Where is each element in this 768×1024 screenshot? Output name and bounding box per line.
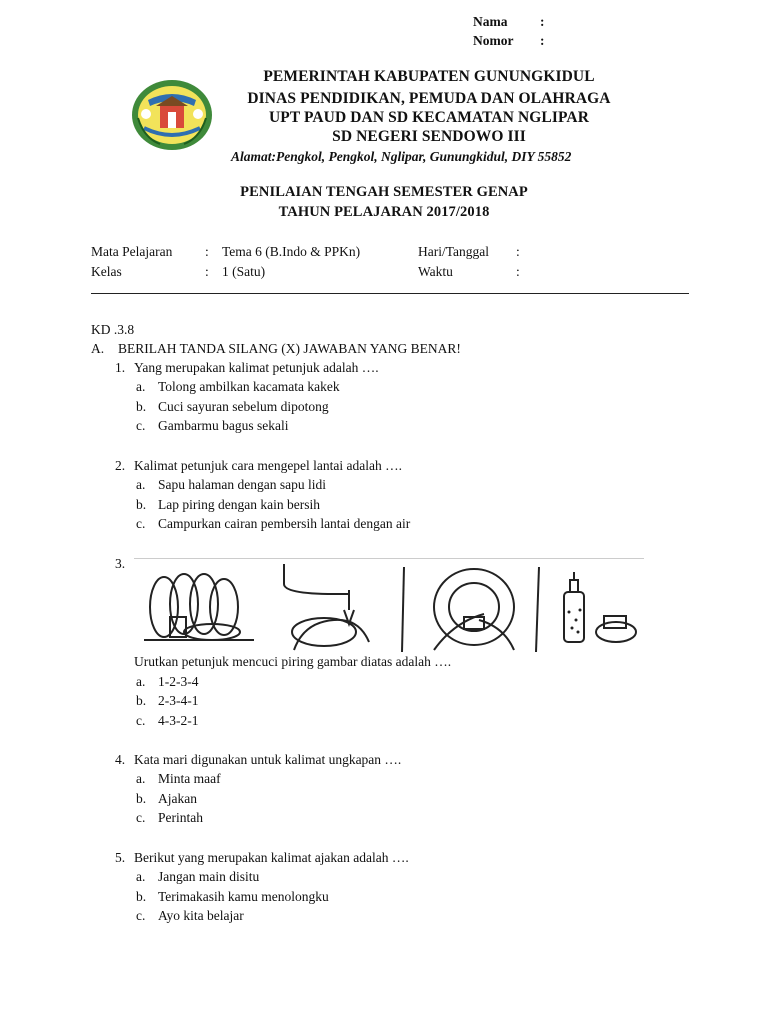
q3-option-c-text[interactable]: 4-3-2-1 — [158, 713, 199, 728]
q4-option-c-text[interactable]: Perintah — [158, 810, 203, 825]
q5-option-b-letter[interactable]: b. — [136, 889, 147, 904]
header-divider — [91, 293, 689, 294]
question-1-text: Yang merupakan kalimat petunjuk adalah …. — [134, 360, 379, 375]
q3-option-c-letter[interactable]: c. — [136, 713, 146, 728]
q3-option-a-letter[interactable]: a. — [136, 674, 146, 689]
q3-option-b-letter[interactable]: b. — [136, 693, 147, 708]
q1-option-b-letter[interactable]: b. — [136, 399, 147, 414]
question-3-number: 3. — [115, 556, 126, 571]
question-4-text: Kata mari digunakan untuk kalimat ungkapan …. — [134, 752, 402, 767]
class-value: 1 (Satu) — [222, 264, 266, 279]
letterhead-line4: SD NEGERI SENDOWO III — [332, 128, 526, 145]
q1-option-a-letter[interactable]: a. — [136, 379, 146, 394]
exam-title-line1: PENILAIAN TENGAH SEMESTER GENAP — [240, 184, 528, 200]
exam-title-line2: TAHUN PELAJARAN 2017/2018 — [278, 204, 490, 220]
section-letter: A. — [91, 341, 105, 356]
q1-option-a-text[interactable]: Tolong ambilkan kacamata kakek — [158, 379, 340, 394]
q1-option-c-text[interactable]: Gambarmu bagus sekali — [158, 418, 289, 433]
q1-option-b-text[interactable]: Cuci sayuran sebelum dipotong — [158, 399, 329, 414]
question-2-text: Kalimat petunjuk cara mengepel lantai adalah …. — [134, 458, 403, 473]
dishwashing-steps-illustration — [134, 562, 644, 654]
q3-option-b-text[interactable]: 2-3-4-1 — [158, 693, 199, 708]
class-colon: : — [205, 264, 209, 279]
day-colon: : — [516, 244, 520, 259]
letterhead-line3: UPT PAUD DAN SD KECAMATAN NGLIPAR — [268, 109, 590, 126]
question-5-text: Berikut yang merupakan kalimat ajakan adalah …. — [134, 850, 409, 865]
time-colon: : — [516, 264, 520, 279]
question-3-text: Urutkan petunjuk mencuci piring gambar diatas adalah …. — [134, 654, 452, 669]
q4-option-b-text[interactable]: Ajakan — [158, 791, 197, 806]
q4-option-a-letter[interactable]: a. — [136, 771, 146, 786]
letterhead-line1: PEMERINTAH KABUPATEN GUNUNGKIDUL — [263, 68, 595, 85]
number-colon: : — [540, 33, 545, 48]
section-instruction: BERILAH TANDA SILANG (X) JAWABAN YANG BENAR! — [118, 341, 461, 356]
subject-label: Mata Pelajaran — [91, 244, 173, 259]
question-5-number: 5. — [115, 850, 126, 865]
class-label: Kelas — [91, 264, 122, 279]
q2-option-b-text[interactable]: Lap piring dengan kain bersih — [158, 497, 320, 512]
q2-option-a-letter[interactable]: a. — [136, 477, 146, 492]
question-2-number: 2. — [115, 458, 126, 473]
name-label: Nama — [473, 14, 508, 29]
letterhead-line2: DINAS PENDIDIKAN, PEMUDA DAN OLAHRAGA — [247, 90, 611, 107]
kd-label: KD .3.8 — [91, 322, 135, 337]
q4-option-c-letter[interactable]: c. — [136, 810, 146, 825]
subject-value: Tema 6 (B.Indo & PPKn) — [222, 244, 361, 259]
subject-colon: : — [205, 244, 209, 259]
illustration-top-border — [134, 558, 644, 559]
q5-option-a-text[interactable]: Jangan main disitu — [158, 869, 260, 884]
q3-option-a-text[interactable]: 1-2-3-4 — [158, 674, 199, 689]
q1-option-c-letter[interactable]: c. — [136, 418, 146, 433]
q5-option-c-letter[interactable]: c. — [136, 908, 146, 923]
day-label: Hari/Tanggal — [418, 244, 490, 259]
q4-option-a-text[interactable]: Minta maaf — [158, 771, 221, 786]
q4-option-b-letter[interactable]: b. — [136, 791, 147, 806]
school-address: Alamat:Pengkol, Pengkol, Nglipar, Gunungkidul, DIY 55852 — [231, 149, 572, 164]
name-colon: : — [540, 14, 545, 29]
q5-option-a-letter[interactable]: a. — [136, 869, 146, 884]
q5-option-c-text[interactable]: Ayo kita belajar — [158, 908, 244, 923]
q2-option-c-letter[interactable]: c. — [136, 516, 146, 531]
number-label: Nomor — [473, 33, 514, 48]
question-1-number: 1. — [115, 360, 126, 375]
q2-option-b-letter[interactable]: b. — [136, 497, 147, 512]
q5-option-b-text[interactable]: Terimakasih kamu menolongku — [158, 889, 329, 904]
q2-option-c-text[interactable]: Campurkan cairan pembersih lantai dengan air — [158, 516, 411, 531]
question-4-number: 4. — [115, 752, 126, 767]
q2-option-a-text[interactable]: Sapu halaman dengan sapu lidi — [158, 477, 326, 492]
time-label: Waktu — [418, 264, 453, 279]
